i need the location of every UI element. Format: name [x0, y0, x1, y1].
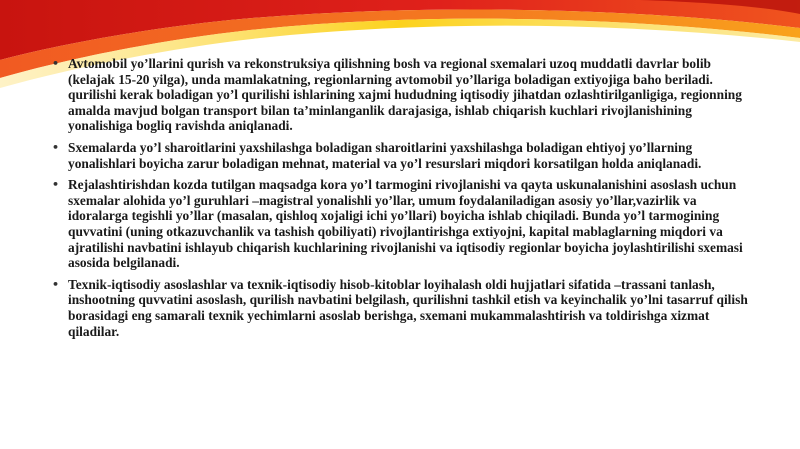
bullet-item-2: [52, 140, 752, 171]
bullet-item-1: [52, 56, 752, 134]
bullet-text: Sxemalarda yo’l sharoitlarini yaxshilashga boladigan sharoitlarini yaxshilashga boladigan ehtiyoj yo’llarning yonalishlari boyicha zarur boladigan mehnat, material va yo’l resurslari miqdori korsatilgan holda aniqlanadi.: [68, 139, 702, 171]
bullet-text: Avtomobil yo’llarini qurish va rekonstruksiya qilishning bosh va regional sxemalari uzoq muddatli davrlar bolib (kelajak 15-20 yilga), unda mamlakatning, regionlarning avtomobil yo’llariga boladigan extiyojiga baho beriladi. qurilishi kerak boladigan yo’l qurilishi ishlarining xajmi hududning iqtisodiy jihatdan ozlashtirilganligiga, regionning amalda mavjud bolgan transport bilan ta’minlanganlik darajasiga, ishlab chiqarish kuchlari rivojlanishining yonalishiga bogliq ravishda aniqlanadi.: [68, 56, 742, 134]
bullet-item-3: [52, 177, 752, 271]
bullet-dot-icon: •: [52, 57, 60, 70]
bullet-text: Texnik-iqtisodiy asoslashlar va texnik-iqtisodiy hisob-kitoblar loyihalash oldi hujjatlari sifatida –trassani tanlash, inshootning quvvatini asoslash, qurilish navbatini belgilash, qurilishni tashkil etish va keyinchalik yo’lni tasarruf qilish borasidagi eng samarali texnik yechimlarni asoslab berishga, sxemani mukammalashtirish va toldirishga xizmat qiladilar.: [68, 276, 748, 339]
bullet-dot-icon: •: [52, 178, 60, 192]
bullet-dot-icon: •: [52, 277, 60, 291]
bullet-list: [52, 56, 752, 345]
bullet-item-4: [52, 277, 752, 339]
bullet-dot-icon: •: [52, 140, 60, 154]
bullet-text: Rejalashtirishdan kozda tutilgan maqsadga kora yo’l tarmogini rivojlanishi va qayta uskunalanishini asoslash uchun sxemalar alohida yo’l guruhlari –magistral yonalishli yo’llar, umum foydalaniladigan asosiy yo’llar,vazirlik va idoralarga tegishli yo’llar (masalan, qishloq xojaligi ichi yo’llari) boyicha ishlab chiqiladi. Bunda yo’l tarmogining quvvatini (uning otkazuvchanlik va tashish qobiliyati) rivojlantirishga extiyojni, kapital mablaglarning miqdori va ajratilishi navbatini ishlayub chiqarish kuchlarining rivojlanishi va iqtisodiy regionlar boyicha joylashtirilishi sxemasi asosida belgilanadi.: [68, 177, 743, 271]
